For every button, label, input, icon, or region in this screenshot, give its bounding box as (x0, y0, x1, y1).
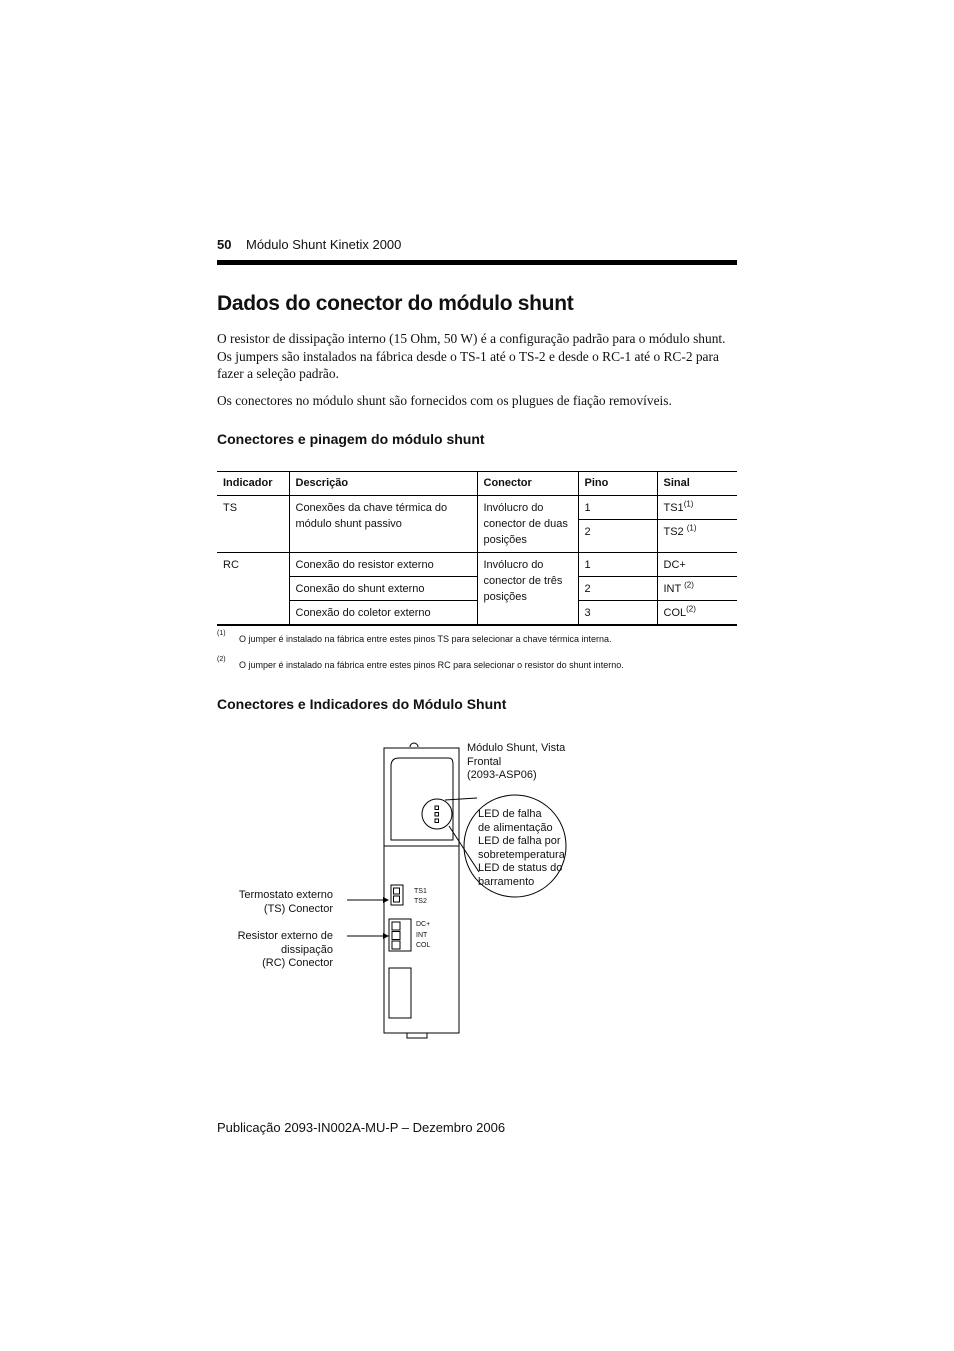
pin-cell: 1 (578, 496, 657, 520)
rc-pin-label: DC+ (416, 921, 431, 928)
connector-cell: Invólucro do conector de duas posições (477, 496, 578, 553)
signal-cell: DC+ (657, 553, 737, 577)
section-heading-indicators: Conectores e Indicadores do Módulo Shunt (217, 696, 507, 712)
label-line: LED de falha por (478, 835, 561, 847)
shunt-module-diagram (217, 730, 737, 1050)
label-line: Módulo Shunt, Vista (467, 742, 566, 754)
footnote-mark: (1) (217, 630, 226, 637)
running-title: Módulo Shunt Kinetix 2000 (246, 237, 402, 252)
column-header: Conector (477, 472, 578, 496)
label-line: (TS) Conector (263, 902, 333, 915)
column-header: Indicador (217, 472, 289, 496)
pin-cell: 3 (578, 601, 657, 626)
description-cell: Conexão do resistor externo (289, 553, 477, 577)
label-line: LED de status do (478, 862, 563, 874)
ts-pin-label: TS2 (414, 898, 427, 905)
description-cell: Conexão do shunt externo (289, 577, 477, 601)
footnote-text: O jumper é instalado na fábrica entre estes pinos TS para selecionar a chave térmica interna. (239, 634, 612, 644)
column-header: Pino (578, 472, 657, 496)
header-rule (217, 260, 737, 265)
label-line: Frontal (467, 755, 502, 768)
table-row (217, 496, 737, 520)
rc-connector-label (217, 930, 333, 971)
publication-footer: Publicação 2093-IN002A-MU-P – Dezembro 2006 (217, 1120, 506, 1135)
page-number: 50 (217, 237, 232, 252)
label-line: (RC) Conector (262, 957, 333, 969)
page-title: Dados do conector do módulo shunt (217, 292, 574, 315)
rc-pin-label: INT (416, 931, 428, 939)
rc-pin-label: COL (416, 942, 431, 949)
connectors-paragraph: Os conectores no módulo shunt são fornecidos com os plugues de fiação removíveis. (217, 393, 672, 408)
pin-cell: 2 (578, 577, 657, 601)
label-line: (2093-ASP06) (467, 769, 537, 781)
label-line: Resistor externo de (237, 930, 333, 942)
label-line: barramento (478, 875, 535, 888)
table-header-row (217, 472, 737, 496)
column-header: Descrição (289, 472, 477, 496)
footnote-mark: (2) (217, 656, 226, 663)
table-row (217, 553, 737, 577)
front-view-label (467, 742, 565, 783)
description-cell: Conexão do coletor externo (289, 601, 477, 626)
label-line: de alimentação (478, 821, 553, 834)
indicator-cell: RC (217, 553, 289, 626)
ts-pin-label: TS1 (414, 888, 427, 895)
signal-cell: COL$^{(2)}$ (657, 601, 737, 626)
signal-cell: INT $^{(2)}$ (657, 577, 737, 601)
pinout-table (217, 471, 737, 626)
pin-cell: 1 (578, 553, 657, 577)
signal-cell: TS2 $^{(1)}$ (657, 520, 737, 553)
description-cell: Conexões da chave térmica do módulo shunt passivo (289, 496, 477, 553)
label-line: dissipação (281, 943, 333, 956)
ts-connector-label (217, 889, 333, 916)
ts-pin-labels (414, 887, 427, 907)
signal-cell: TS1$^{(1)}$ (657, 496, 737, 520)
column-header: Sinal (657, 472, 737, 496)
section-heading-pinout: Conectores e pinagem do módulo shunt (217, 431, 485, 447)
label-line: LED de falha (478, 808, 542, 820)
connector-cell: Invólucro do conector de três posições (477, 553, 578, 626)
rc-pin-labels (416, 920, 430, 952)
led-labels (478, 808, 565, 889)
indicator-cell: TS (217, 496, 289, 553)
footnote-text: O jumper é instalado na fábrica entre estes pinos RC para selecionar o resistor do shunt interno. (239, 660, 624, 670)
label-line: Termostato externo (238, 889, 333, 901)
label-line: sobretemperatura (478, 848, 565, 861)
intro-paragraph: O resistor de dissipação interno (15 Ohm, 50 W) é a configuração padrão para o módulo shunt. Os jumpers são instalados na fábrica desde o TS-1 até o TS-2 e desde o RC-1 até o RC-2 para fazer a seleção padrão. (217, 331, 726, 381)
pin-cell: 2 (578, 520, 657, 553)
